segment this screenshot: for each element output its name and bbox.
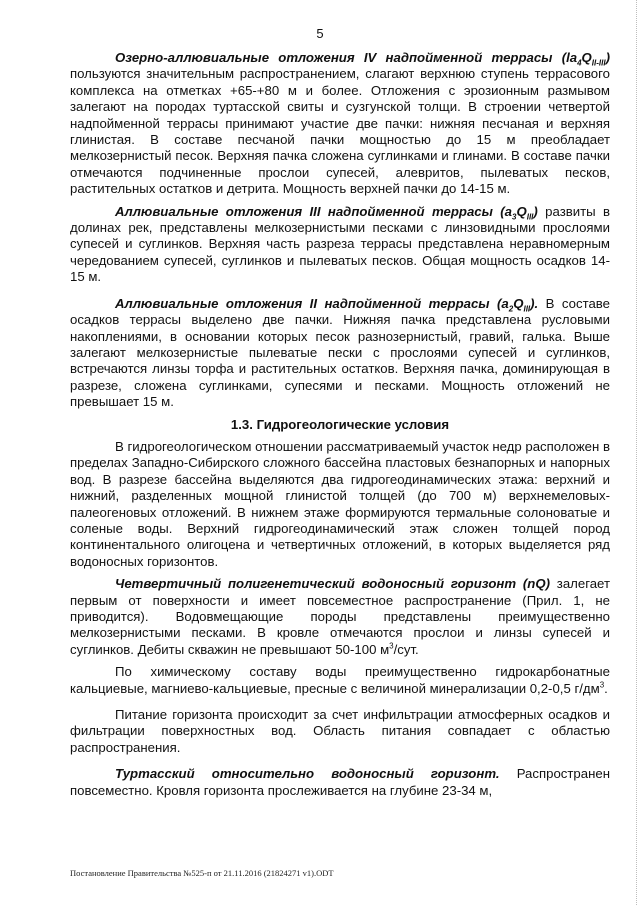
section-heading: 1.3. Гидрогеологические условия <box>230 416 450 432</box>
paragraph-text: Распространен повсеместно. Кровля горизонта прослеживается на глубине 23-34 м, <box>70 766 610 798</box>
paragraph-terrace-iii <box>70 204 610 286</box>
paragraph-text: развиты в долинах рек, представлены мелкозернистыми песками с линзовидными прослоями супесей и суглинков. Верхняя часть разреза террасы представлена неравномерным чередованием супесей, суглинков и пылеватых песков. Общая мощность осадков 14-15 м. <box>70 203 610 285</box>
page-number: 5 <box>316 26 324 41</box>
superscript: 3 <box>599 680 605 690</box>
paragraph-title: Озерно-аллювиальные отложения IV надпойменной террасы <box>115 50 553 65</box>
paragraph-turtas-aquifer <box>70 766 610 799</box>
document-body <box>70 50 610 805</box>
paragraph-terrace-iv <box>70 50 610 198</box>
stratigraphic-code: $(la_4Q_{II-III})$ <box>561 50 610 68</box>
superscript: 3 <box>389 641 394 651</box>
paragraph-recharge: Питание горизонта происходит за счет инфильтрации атмосферных осадков и фильтрации поверхностных вод. Область питания совпадает с областью распространения. <box>70 707 610 755</box>
document-footer: Постановление Правительства №525-п от 21.11.2016 (21824271 v1).ODT <box>70 868 334 878</box>
paragraph-title: Аллювиальные отложения III надпойменной террасы <box>115 203 493 219</box>
paragraph-text: В составе осадков террасы выделено две пачки. Нижняя пачка представлена русловыми накоплениями, в основании которых песок разнозернистый, гравий, галька. Выше залегают мелкозернистые пылеватые пески с прослоями супесей и суглинков, встречаются линзы торфа и растительных остатков. Верхняя пачка, доминирующая в разрезе, сложена суглинками, супесями и песками. Мощность отложений не превышает 15 м. <box>70 295 610 410</box>
paragraph-text: По химическому составу воды преимущественно гидрокарбонатные кальциевые, магниево-кальциевые, пресные с величиной минерализации 0,2-0,5 г/дм <box>70 664 610 696</box>
paragraph-text-end: /сут. <box>393 641 419 657</box>
paragraph-title: Аллювиальные отложения II надпойменной террасы <box>115 295 490 311</box>
paragraph-quaternary-aquifer <box>70 576 610 658</box>
stratigraphic-code: $(a_2Q_{III})$. <box>497 295 539 314</box>
stratigraphic-code: $(a_3Q_{III})$ <box>500 203 538 222</box>
paragraph-text: пользуются значительным распространением, слагают верхнюю ступень террасового комплекса на отметках +65-+80 м и более. Отложения с эрозионным размывом залегают на породах туртасской свиты и сузгунской толщи. В строении четвертой надпойменной террасы принимают участие две пачки: нижняя песчаная и верхняя глинистая. В составе песчаной пачки мощностью до 15 м преобладает мелкозернистый песок. Верхняя пачка сложена суглинками и глинами. В составе пачки отмечаются подчиненные прослои супесей, алевритов, пылеватых песков, растительных остатков и детрита. Мощность верхней пачки до 14-15 м. <box>70 66 610 197</box>
paragraph-hydrogeology-intro: В гидрогеологическом отношении рассматриваемый участок недр расположен в пределах Западно-Сибирского сложного бассейна пластовых безнапорных и напорных вод. В разрезе бассейна выделяются два гидрогеодинамических этажа: верхний и нижний, разделенных мощной глинистой толщей (до 700 м) верхнемеловых-палеогеновых отложений. В нижнем этаже формируются термальные солоноватые и соленые воды. Верхний гидрогеодинамический этаж сложен толщей пород континентального олигоцена и четвертичных отложений, в которых выделяется ряд водоносных горизонтов. <box>70 438 610 569</box>
page-edge <box>636 0 637 905</box>
paragraph-title: Четвертичный полигенетический водоносный горизонт (nQ) <box>115 576 550 592</box>
paragraph-chemical-composition <box>70 664 610 697</box>
paragraph-title: Туртасский относительно водоносный горизонт. <box>115 766 500 782</box>
paragraph-text: залегает первым от поверхности и имеет повсеместное распространение (Прил. 1, не приводится). Водовмещающие породы представлены преимущественно мелкозернистыми песками. В кровле отмечаются прослои и линзы супесей и суглинков. Дебиты скважин не превышают 50-100 м <box>70 576 610 657</box>
paragraph-text-end: . <box>604 680 608 696</box>
paragraph-terrace-ii <box>70 296 610 411</box>
